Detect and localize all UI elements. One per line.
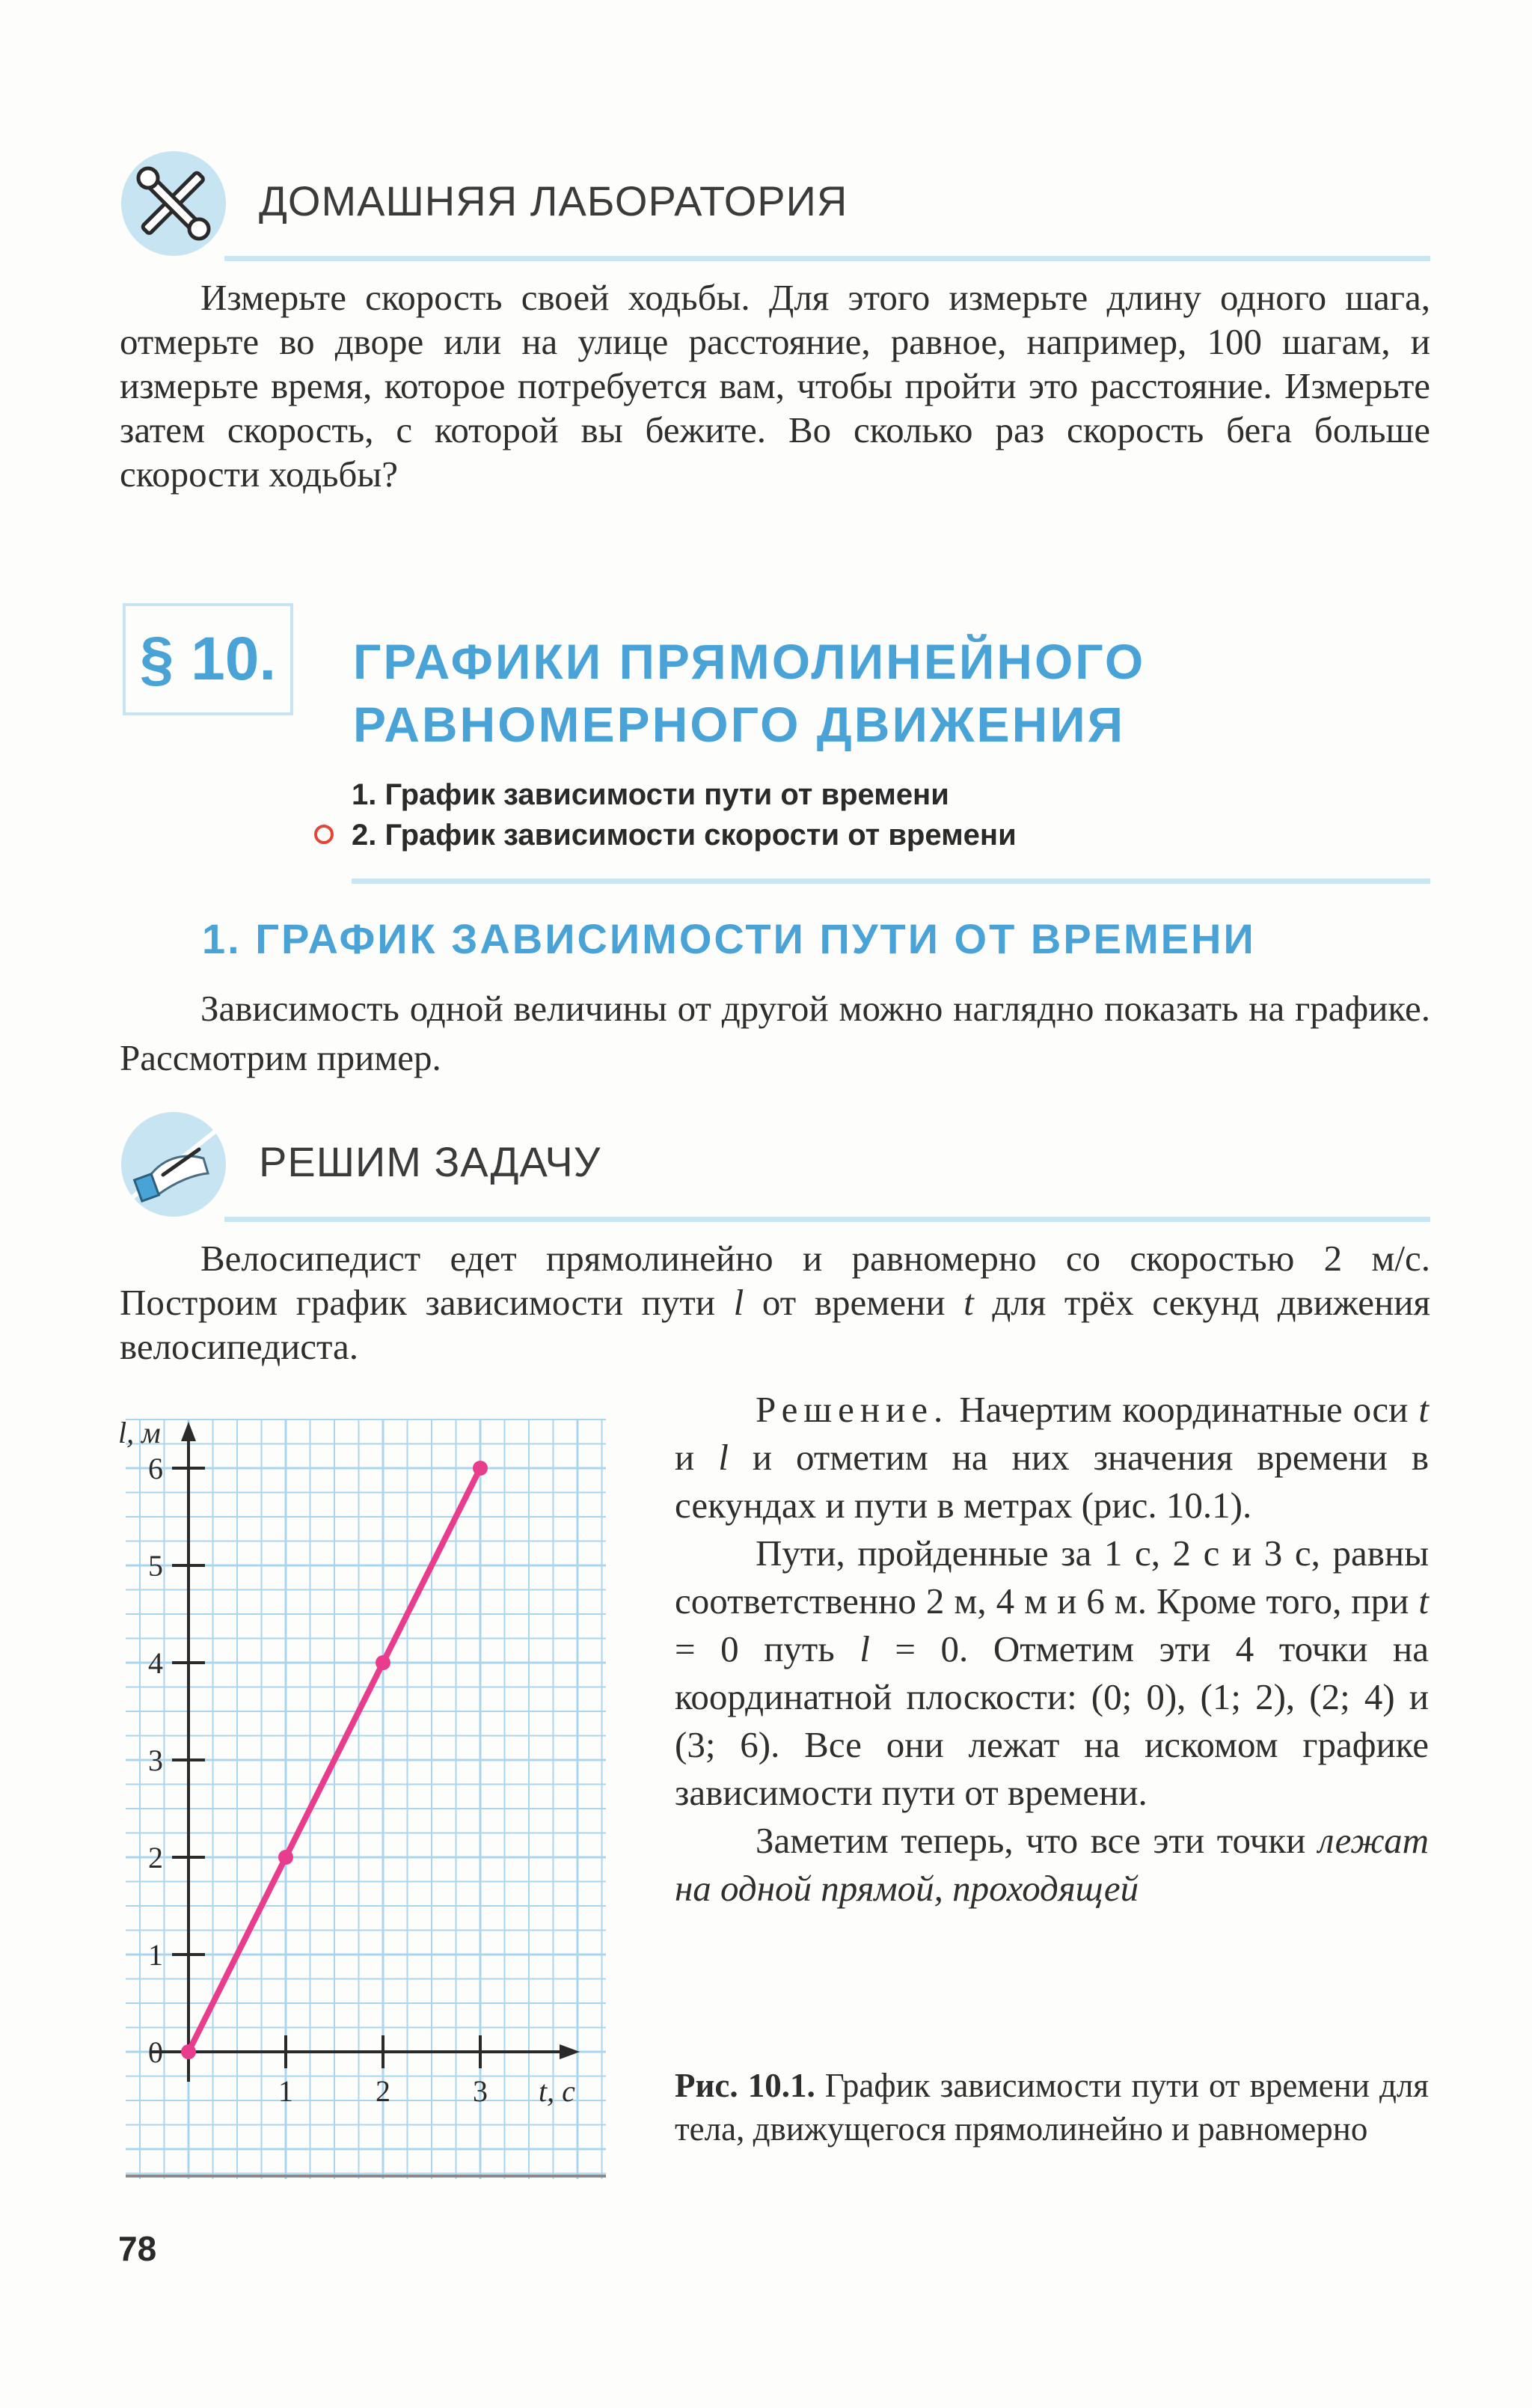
figure-caption-label: Рис. 10.1. — [675, 2067, 815, 2104]
toc-item-2: 2. График зависимости скорости от времени — [352, 819, 1017, 852]
task-title: РЕШИМ ЗАДАЧУ — [259, 1138, 601, 1185]
y-tick-label: 5 — [148, 1549, 163, 1583]
lab-icon — [121, 151, 226, 256]
y-axis-arrow-icon — [181, 1422, 196, 1441]
task-statement: Велосипедист едет прямолинейно и равномерно со скоростью 2 м/с. Построим график зависимости пути l от времени t для трёх секунд движения велосипедиста. — [120, 1238, 1430, 1367]
chart-grid — [126, 1419, 606, 2179]
path-time-chart — [112, 1408, 621, 2194]
data-point — [278, 1850, 293, 1865]
task-rule — [224, 1217, 1430, 1222]
x-tick-label: 2 — [376, 2074, 390, 2108]
current-topic-marker-icon — [314, 825, 334, 844]
solution-text: Решение. Начертим координатные оси t и l и отметим на них значения времени в секундах и пути в метрах (рис. 10.1). Пути, пройденные за 1 с, 2 с и 3 с, равны соответственно 2 м, 4 м и 6 м. Кроме того, при t = 0 путь l = 0. Отметим эти 4 точки на координатной плоскости: (0; 0), (1; 2), (2; 4) и (3; 6). Все они лежат на искомом графике зависимости пути от времени. Заметим теперь, что все эти точки лежат на одной прямой, проходящей — [675, 1389, 1429, 1909]
y-tick-label: 3 — [148, 1744, 163, 1777]
y-tick-label: 2 — [148, 1841, 163, 1874]
x-tick-label: 3 — [473, 2074, 488, 2108]
data-point — [376, 1655, 390, 1670]
x-tick-label: 1 — [278, 2074, 293, 2108]
y-tick-label: 4 — [148, 1646, 163, 1680]
y-tick-label: 1 — [148, 1938, 163, 1972]
chart-labels — [118, 1416, 575, 2108]
paragraph-number: § 10. — [123, 603, 293, 715]
paragraph-title: ГРАФИКИ ПРЯМОЛИНЕЙНОГО РАВНОМЕРНОГО ДВИЖЕНИЯ — [353, 634, 1146, 752]
y-tick-label: 6 — [148, 1452, 163, 1485]
lab-title: ДОМАШНЯЯ ЛАБОРАТОРИЯ — [259, 177, 848, 224]
toc-item-1: 1. График зависимости пути от времени — [352, 778, 949, 811]
page-number: 78 — [118, 2229, 157, 2268]
x-axis-label: t, с — [539, 2074, 575, 2108]
lab-rule — [224, 256, 1430, 261]
chart-axes — [150, 1422, 580, 2082]
data-point — [181, 2044, 196, 2059]
toc-rule — [352, 878, 1430, 884]
section-heading: 1. ГРАФИК ЗАВИСИМОСТИ ПУТИ ОТ ВРЕМЕНИ — [202, 915, 1256, 962]
y-tick-label: 0 — [148, 2035, 163, 2069]
lab-text: Измерьте скорость своей ходьбы. Для этого измерьте длину одного шага, отмерьте во дворе или на улице расстояние, равное, например, 100 шагам, и измерьте время, которое потребуется вам, чтобы пройти это расстояние. Измерьте затем скорость, с которой вы бежите. Во сколько раз скорость бега больше скорости ходьбы? — [120, 277, 1430, 495]
y-axis-label: l, м — [118, 1416, 161, 1449]
task-icon — [121, 1112, 226, 1217]
section-intro: Зависимость одной величины от другой можно наглядно показать на графике. Рассмотрим пример. — [120, 988, 1430, 1078]
solution-label: Решение. — [756, 1389, 949, 1430]
figure-caption: Рис. 10.1. График зависимости пути от времени для тела, движущегося прямолинейно и равномерно — [675, 2067, 1430, 2148]
data-point — [473, 1461, 488, 1476]
